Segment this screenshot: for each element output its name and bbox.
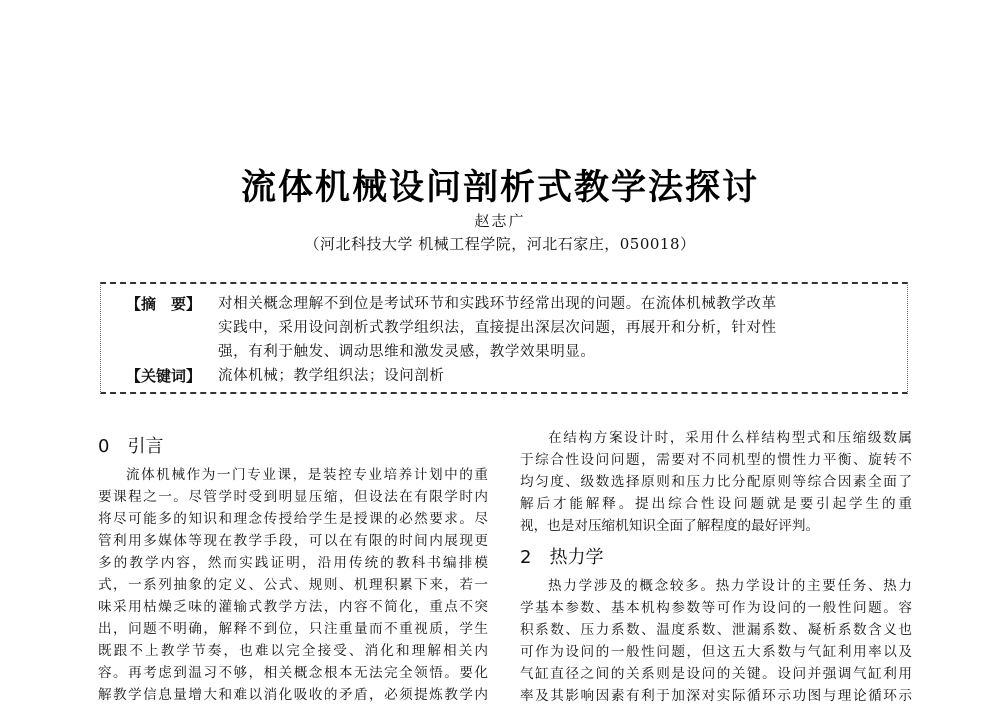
abstract-line: 实践中，采用设问剖析式教学组织法，直接提出深层次问题，再展开和分析，针对性 xyxy=(218,320,777,336)
text-line: 均匀度、级数选择原则和压力比分配原则等综合因素全面了 xyxy=(520,474,912,490)
section-heading-thermodynamics: 2 热力学 xyxy=(520,547,604,568)
text-line: 在结构方案设计时，采用什么样结构型式和压缩级数属 xyxy=(548,430,912,446)
right-column-body xyxy=(520,575,912,707)
text-line: 容。再考虑到温习不够，相关概念根本无法完全领悟。要化 xyxy=(98,665,488,681)
paper-title: 流体机械设问剖析式教学法探讨 xyxy=(240,168,759,208)
right-column-paragraph xyxy=(520,427,912,537)
text-line: 多的教学内容，然而实践证明，沿用传统的教科书编排模 xyxy=(98,555,488,571)
text-line: 将尽可能多的知识和理念传授给学生是授课的必然要求。尽 xyxy=(98,511,488,527)
text-line: 出，问题不明确，解释不到位，只注重量而不重视质，学生 xyxy=(98,621,488,637)
text-line: 积系数、压力系数、温度系数、泄漏系数、凝析系数含义也 xyxy=(520,622,912,638)
abstract-line: 强，有利于触发、调动思维和激发灵感，教学效果明显。 xyxy=(218,344,596,360)
text-line: 率及其影响因素有利于加深对实际循环示功图与理论循环示 xyxy=(520,688,912,704)
text-line: 既跟不上教学节奏，也难以完全接受、消化和理解相关内 xyxy=(98,643,488,659)
text-line: 气缸直径之间的关系则是设问的关键。设问并强调气缸利用 xyxy=(520,666,912,682)
keywords-label: 【关键词】 xyxy=(126,367,202,385)
text-line: 可作为设问的一般性问题，但这五大系数与气缸利用率以及 xyxy=(520,644,912,660)
text-line: 学基本参数、基本机构参数等可作为设问的一般性问题。容 xyxy=(520,600,912,616)
author-name: 赵志广 xyxy=(474,212,526,230)
text-line: 视，也是对压缩机知识全面了解程度的最好评判。 xyxy=(520,518,820,534)
text-line: 于综合性设问问题，需要对不同机型的惯性力平衡、旋转不 xyxy=(520,452,912,468)
abstract-label: 【摘 要】 xyxy=(126,295,202,313)
text-line: 管利用多媒体等现在教学手段，可以在有限的时间内展现更 xyxy=(98,533,488,549)
text-line: 热力学涉及的概念较多。热力学设计的主要任务、热力 xyxy=(548,578,912,594)
abstract-box xyxy=(100,282,908,394)
text-line: 解后才能解释。提出综合性设问题就是要引起学生的重 xyxy=(520,496,912,512)
text-line: 要课程之一。尽管学时受到明显压缩，但设法在有限学时内 xyxy=(98,489,488,505)
text-line: 流体机械作为一门专业课，是装控专业培养计划中的重 xyxy=(126,467,488,483)
text-line: 味采用枯燥乏味的灌输式教学方法，内容不简化，重点不突 xyxy=(98,599,488,615)
keywords-text: 流体机械；教学组织法；设问剖析 xyxy=(218,368,445,384)
text-line: 式，一系列抽象的定义、公式、规则、机理积累下来，若一 xyxy=(98,577,488,593)
text-line: 解教学信息量增大和难以消化吸收的矛盾，必须提炼教学内 xyxy=(98,687,488,703)
author-affiliation: （河北科技大学 机械工程学院，河北石家庄，050018） xyxy=(304,235,696,253)
abstract-line: 对相关概念理解不到位是考试环节和实践环节经常出现的问题。在流体机械教学改革 xyxy=(218,296,777,312)
section-heading-introduction: 0 引言 xyxy=(98,436,164,457)
left-column-body xyxy=(98,464,488,706)
